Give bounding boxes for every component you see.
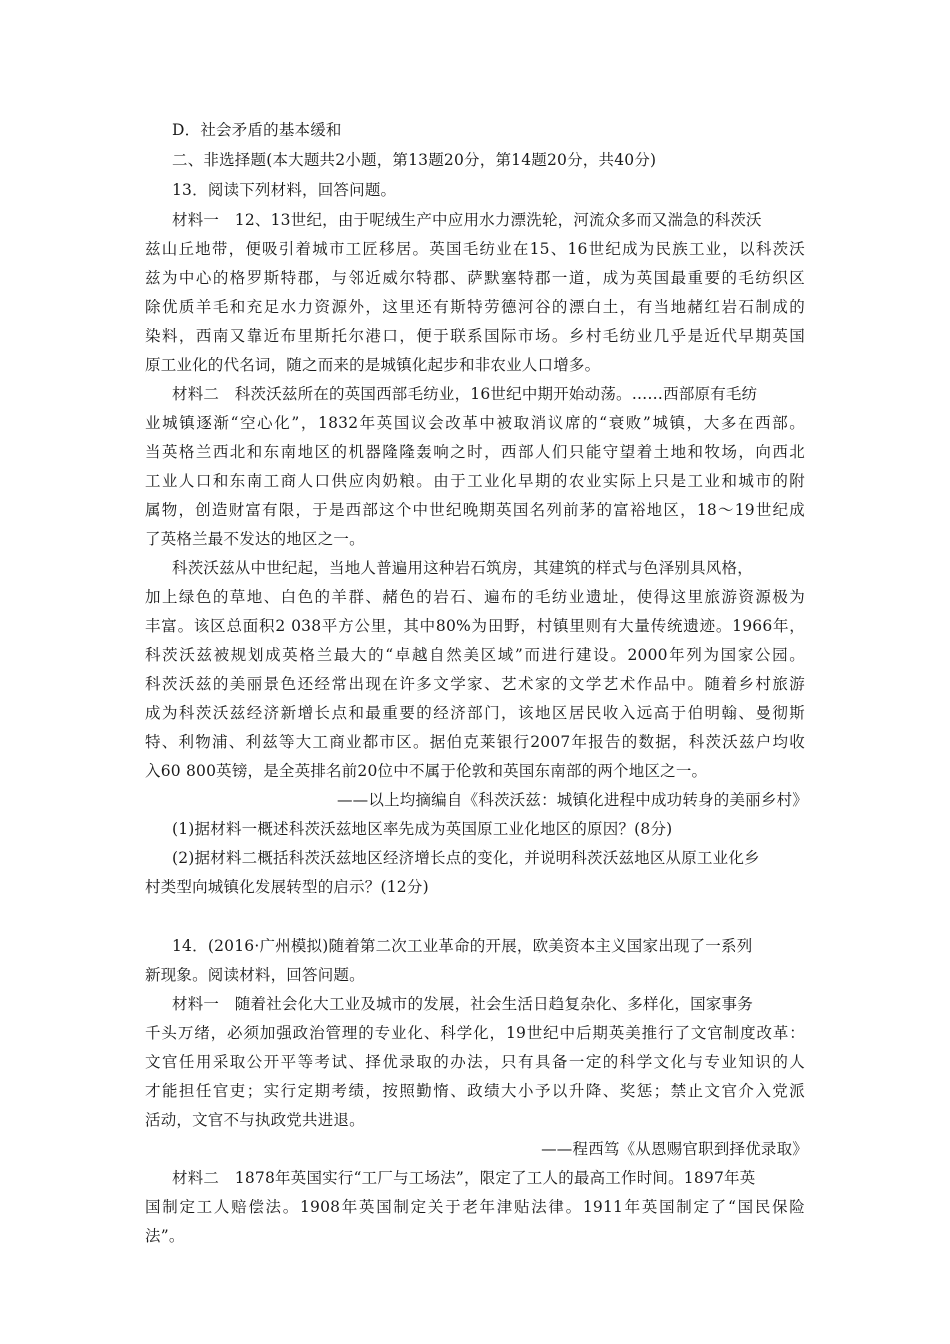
material-line: 原工业化的代名词，随之而来的是城镇化起步和非农业人口增多。 [145,356,601,374]
sub-question-2-cont: 村类型向城镇化发展转型的启示？(12分) [145,878,429,896]
material-line: 材料二 科茨沃兹所在的英国西部毛纺业，16世纪中期开始动荡。……西部原有毛纺 [172,385,758,403]
material-line: 入60 800英镑，是全英排名前20位中不属于伦敦和英国东南部的两个地区之一。 [145,762,708,780]
question-13-stem: 13．阅读下列材料，回答问题。 [172,181,397,199]
material-line: 才能担任官吏；实行定期考绩，按照勤惰、政绩大小予以升降、奖惩；禁止文官介入党派 [145,1082,805,1100]
material-line: 材料一 12、13世纪，由于呢绒生产中应用水力漂洗轮，河流众多而又湍急的科茨沃 [172,211,762,229]
source-citation: ——以上均摘编自《科茨沃兹：城镇化进程中成功转身的美丽乡村》 [336,791,808,809]
sub-question-1: (1)据材料一概述科茨沃兹地区率先成为英国原工业化地区的原因？(8分) [172,820,673,838]
material-line: 业城镇逐渐“空心化”，1832年英国议会改革中被取消议席的“衰败”城镇，大多在西部。 [145,414,805,432]
material-line: 了英格兰最不发达的地区之一。 [145,530,365,548]
material-line: 材料二 1878年英国实行“工厂与工场法”，限定了工人的最高工作时间。1897年英 [172,1169,756,1187]
material-line: 千头万绪，必须加强政治管理的专业化、科学化，19世纪中后期英美推行了文官制度改革： [145,1024,805,1042]
source-citation: ——程西笃《从恩赐官职到择优录取》 [541,1140,808,1158]
material-line: 加上绿色的草地、白色的羊群、赭色的岩石、遍布的毛纺业遗址，使得这里旅游资源极为 [145,588,805,606]
material-line: 成为科茨沃兹经济新增长点和最重要的经济部门，该地区居民收入远高于伯明翰、曼彻斯 [145,704,805,722]
material-line: 科茨沃兹从中世纪起，当地人普遍用这种岩石筑房，其建筑的样式与色泽别具风格， [172,559,753,577]
option-d-line: D．社会矛盾的基本缓和 [172,121,342,139]
section-heading: 二、非选择题(本大题共2小题，第13题20分，第14题20分，共40分) [172,151,657,169]
material-line: 活动，文官不与执政党共进退。 [145,1111,365,1129]
material-line: 兹为中心的格罗斯特郡，与邻近威尔特郡、萨默塞特郡一道，成为英国最重要的毛纺织区 [145,269,805,287]
material-line: 除优质羊毛和充足水力资源外，这里还有斯特劳德河谷的漂白土，有当地赭红岩石制成的 [145,298,805,316]
sub-question-2: (2)据材料二概括科茨沃兹地区经济增长点的变化，并说明科茨沃兹地区从原工业化乡 [172,849,760,867]
material-line: 兹山丘地带，便吸引着城市工匠移居。英国毛纺业在15、16世纪成为民族工业，以科茨沃 [145,240,805,258]
material-line: 材料一 随着社会化大工业及城市的发展，社会生活日趋复杂化、多样化，国家事务 [172,995,753,1013]
material-line: 工业人口和东南工商人口供应肉奶粮。由于工业化早期的农业实际上只是工业和城市的附 [145,472,805,490]
material-line: 科茨沃兹的美丽景色还经常出现在许多文学家、艺术家的文学艺术作品中。随着乡村旅游 [145,675,805,693]
material-line: 特、利物浦、利兹等大工商业都市区。据伯克莱银行2007年报告的数据，科茨沃兹户均收 [145,733,805,751]
material-line: 当英格兰西北和东南地区的机器隆隆轰响之时，西部人们只能守望着土地和牧场，向西北 [145,443,805,461]
material-line: 染料，西南又靠近布里斯托尔港口，便于联系国际市场。乡村毛纺业几乎是近代早期英国 [145,327,805,345]
question-14-stem: 14．(2016·广州模拟)随着第二次工业革命的开展，欧美资本主义国家出现了一系列 [172,937,753,955]
material-line: 科茨沃兹被规划成英格兰最大的“卓越自然美区域”而进行建设。2000年列为国家公园。 [145,646,805,664]
material-line: 国制定工人赔偿法。1908年英国制定关于老年津贴法律。1911年英国制定了“国民保险 [145,1198,805,1216]
material-line: 文官任用采取公开平等考试、择优录取的办法，只有具备一定的科学文化与专业知识的人 [145,1053,805,1071]
question-14-stem-cont: 新现象。阅读材料，回答问题。 [145,966,365,984]
material-line: 丰富。该区总面积2 038平方公里，其中80%为田野，村镇里则有大量传统遗迹。1966年， [145,617,805,635]
material-line: 法”。 [145,1227,185,1245]
material-line: 属物，创造财富有限，于是西部这个中世纪晚期英国名列前茅的富裕地区，18～19世纪成 [145,501,805,519]
